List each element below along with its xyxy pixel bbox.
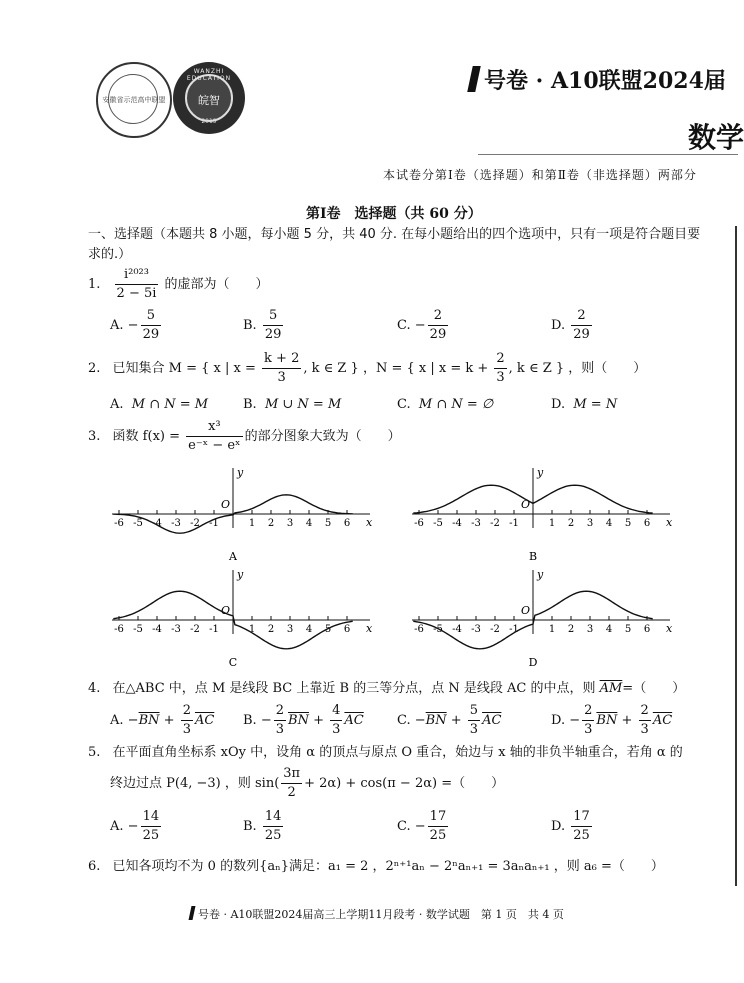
brand-title-text: 号卷 · A10联盟2024届 [484, 68, 726, 94]
tick-label: -1 [509, 624, 519, 635]
origin-label: O [221, 604, 231, 617]
tick-label: -2 [490, 624, 500, 635]
right-margin-bar [735, 226, 737, 886]
tick-label: 2 [267, 624, 275, 635]
y-axis-label: y [237, 568, 244, 581]
page-footer [190, 906, 564, 922]
tick-label: 3 [586, 624, 594, 635]
tick-label: 4 [305, 624, 313, 635]
tick-label: -5 [433, 624, 443, 635]
seal2-mid-text: 皖智 [198, 94, 220, 107]
graph-label: B [528, 550, 538, 563]
tick-label: -5 [133, 518, 143, 529]
tick-label: -3 [471, 624, 481, 635]
seal1-text: 安徽省示范高中联盟 [102, 96, 166, 104]
tick-label: 1 [548, 624, 556, 635]
tick-label: -4 [152, 518, 162, 529]
q1-fraction [115, 266, 159, 303]
tick-label: -1 [509, 518, 519, 529]
tick-label: 6 [643, 624, 651, 635]
q5-option-a[interactable]: A. − $\frac{14}{25}$ [110, 809, 160, 843]
tick-label: -4 [152, 624, 162, 635]
tick-label: 1 [248, 624, 256, 635]
brand-mark-icon [467, 66, 481, 92]
tick-label: 2 [567, 624, 575, 635]
q2-option-a[interactable]: A. M ∩ N = M [110, 397, 209, 412]
y-axis-label: y [237, 466, 244, 479]
seal2-year-text: 2019 [201, 118, 217, 125]
tick-label: -3 [171, 518, 181, 529]
header-divider [478, 154, 738, 155]
tick-label: -3 [471, 518, 481, 529]
q5-option-b[interactable]: B. $\frac{14}{25}$ [243, 809, 282, 843]
question-4: 4. 在△ABC 中，点 M 是线段 BC 上靠近 B 的三等分点，点 N 是线段 AC 的中点，则 $\overline{AM}=$（ ） [88, 681, 686, 696]
q1-text: 的虚部为（ ） [164, 277, 269, 292]
tick-label: -1 [209, 518, 219, 529]
tick-label: 5 [624, 518, 632, 529]
tick-label: -1 [209, 624, 219, 635]
tick-label: 3 [586, 518, 594, 529]
tick-label: -6 [114, 624, 124, 635]
tick-label: -6 [414, 518, 424, 529]
graph-label: A [229, 550, 237, 563]
q4-option-a[interactable]: A. $-\overline{BN}$ + $\frac{2}{3}$ $\overline{AC}$ [110, 703, 215, 737]
q2-option-c[interactable]: C. M ∩ N = ∅ [397, 397, 494, 412]
graph-label: C [228, 656, 238, 669]
q4-option-b[interactable]: B. − $\frac{2}{3}$ $\overline{BN}$ + $\frac{4}{3}$ $\overline{AC}$ [243, 703, 364, 737]
graph-a[interactable] [108, 464, 378, 562]
tick-label: -6 [114, 518, 124, 529]
q1-option-b[interactable]: B. $\frac{5}{29}$ [243, 308, 282, 342]
q1-option-c[interactable]: C. − $\frac{2}{29}$ [397, 308, 447, 342]
x-axis-label: x [666, 516, 673, 529]
x-axis-label: x [666, 622, 673, 635]
brand-title [470, 64, 726, 95]
graph-b[interactable] [408, 464, 678, 562]
footer-brand-mark-icon [189, 906, 196, 920]
graph-d[interactable] [408, 566, 678, 668]
tick-label: 5 [624, 624, 632, 635]
q5-option-c[interactable]: C. − $\frac{17}{25}$ [397, 809, 447, 843]
tick-label: 1 [548, 518, 556, 529]
tick-label: 2 [267, 518, 275, 529]
wanzhi-education-logo [173, 62, 245, 134]
graph-c[interactable] [108, 566, 378, 668]
q2-option-b[interactable]: B. M ∪ N = M [243, 397, 342, 412]
q2-option-d[interactable]: D. M = N [551, 397, 618, 412]
q4-option-d[interactable]: D. − $\frac{2}{3}$ $\overline{BN}$ + $\frac{2}{3}$ $\overline{AC}$ [551, 703, 673, 737]
tick-label: 3 [286, 624, 294, 635]
question-2: 2. 已知集合 M = { x | x = $\frac{k + 2}{3}$ , k ∈ Z } ，N = { x | x = k + $\frac{2}{3}$ , k ∈ Z } ，则（ ） [88, 351, 647, 385]
tick-label: 3 [286, 518, 294, 529]
q1-number: 1. [88, 277, 101, 292]
x-axis-label: x [366, 516, 373, 529]
question-1 [88, 266, 269, 303]
q1-option-d[interactable]: D. $\frac{2}{29}$ [551, 308, 590, 342]
school-seal-logo [96, 62, 172, 138]
seal2-top-text: WANZHI EDUCATION [186, 68, 232, 82]
tick-label: 6 [343, 518, 351, 529]
origin-label: O [521, 498, 531, 511]
question-5-line-2: 终边过点 P(4, −3) ，则 sin( $\frac{3\pi}{2}$ + 2α) + cos(π − 2α) =（ ） [110, 766, 505, 800]
tick-label: 2 [567, 518, 575, 529]
footer-text: 号卷 · A10联盟2024届高三上学期11月段考 · 数学试题 第 1 页 共 4 页 [198, 908, 564, 921]
tick-label: 1 [248, 518, 256, 529]
subject-title: 数学 [688, 121, 744, 154]
tick-label: -6 [414, 624, 424, 635]
x-axis-label: x [366, 622, 373, 635]
tick-label: 6 [643, 518, 651, 529]
exam-intro: 本试卷分第Ⅰ卷（选择题）和第Ⅱ卷（非选择题）两部分 [383, 168, 697, 182]
tick-label: -4 [452, 518, 462, 529]
origin-label: O [221, 498, 231, 511]
part-one-instructions: 一、选择题（本题共 8 小题，每小题 5 分，共 40 分. 在每小题给出的四个选项中，只有一项是符合题目要求的.） [88, 227, 701, 262]
y-axis-label: y [537, 568, 544, 581]
section-title: 第Ⅰ卷 选择题（共 60 分） [306, 206, 482, 222]
tick-label: 4 [605, 518, 613, 529]
origin-label: O [521, 604, 531, 617]
tick-label: -2 [490, 518, 500, 529]
tick-label: 4 [305, 518, 313, 529]
q4-option-c[interactable]: C. $-\overline{BN}$ + $\frac{5}{3}$ $\overline{AC}$ [397, 703, 502, 737]
tick-label: 5 [324, 624, 332, 635]
q5-option-d[interactable]: D. $\frac{17}{25}$ [551, 809, 590, 843]
y-axis-label: y [537, 466, 544, 479]
tick-label: 5 [324, 518, 332, 529]
tick-label: 4 [605, 624, 613, 635]
tick-label: -5 [433, 518, 443, 529]
graph-label: D [528, 656, 538, 669]
tick-label: -2 [190, 518, 200, 529]
tick-label: -4 [452, 624, 462, 635]
tick-label: -2 [190, 624, 200, 635]
tick-label: 6 [343, 624, 351, 635]
tick-label: -5 [133, 624, 143, 635]
tick-label: -3 [171, 624, 181, 635]
q1-numerator: i²⁰²³ [115, 266, 159, 285]
question-3: 3. 函数 f(x) = $\frac{\text{x³}}{\text{e⁻ˣ − eˣ}}$ 的部分图象大致为（ ） [88, 419, 401, 453]
q1-denominator: 2 − 5i [116, 286, 157, 301]
q1-option-a[interactable]: A. − $\frac{5}{29}$ [110, 308, 160, 342]
question-5-line-1: 5. 在平面直角坐标系 xOy 中，设角 α 的顶点与原点 O 重合，始边与 x 轴的非负半轴重合，若角 α 的 [88, 745, 683, 760]
question-6: 6. 已知各项均不为 0 的数列{aₙ}满足：a₁ = 2 ，2ⁿ⁺¹aₙ − 2ⁿaₙ₊₁ = 3aₙaₙ₊₁ ，则 a₆ =（ ） [88, 859, 664, 874]
q4-target-vector: $\overline{AM}$ [599, 681, 623, 696]
